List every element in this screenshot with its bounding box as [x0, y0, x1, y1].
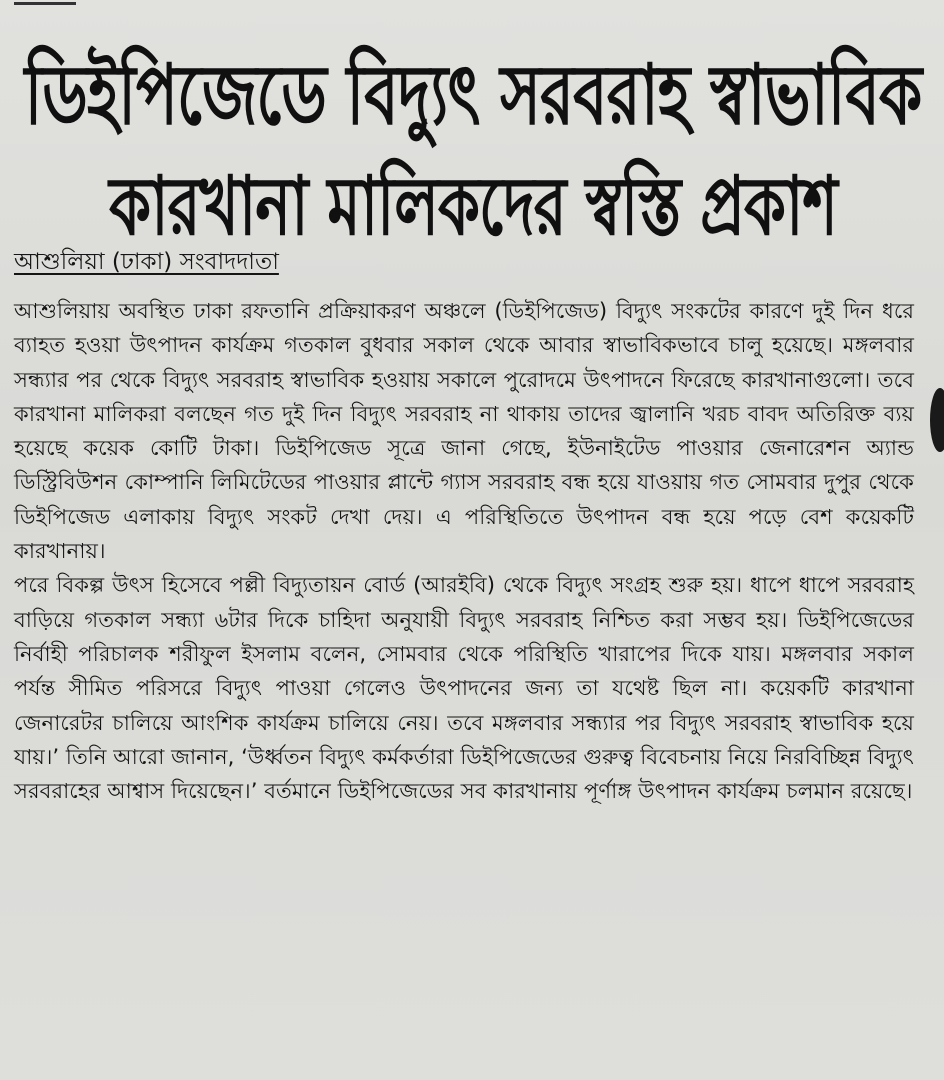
byline: আশুলিয়া (ঢাকা) সংবাদদাতা — [14, 249, 279, 275]
article-paragraph-1: আশুলিয়ায় অবস্থিত ঢাকা রফতানি প্রক্রিয়াকরণ অঞ্চলে (ডিইপিজেড) বিদ্যুৎ সংকটের কারণে দুই দিন ধরে ব্যাহত হওয়া উৎপাদন কার্যক্রম গতকাল বুধবার সকাল থেকে আবার স্বাভাবিকভাবে চালু হয়েছে। মঙ্গলবার সন্ধ্যার পর থেকে বিদ্যুৎ সরবরাহ স্বাভাবিক হওয়ায় সকালে পুরোদমে উৎপাদনে ফিরেছে কারখানাগুলো। তবে কারখানা মালিকরা বলছেন গত দুই দিন বিদ্যুৎ সরবরাহ না থাকায় তাদের জ্বালানি খরচ বাবদ অতিরিক্ত ব্যয় হয়েছে কয়েক কোটি টাকা। ডিইপিজেড সূত্রে জানা গেছে, ইউনাইটেড পাওয়ার জেনারেশন অ্যান্ড ডিস্ট্রিবিউশন কোম্পানি লিমিটেডের পাওয়ার প্লান্টে গ্যাস সরবরাহ বন্ধ হয়ে যাওয়ায় গত সোমবার দুপুর থেকে ডিইপিজেড এলাকায় বিদ্যুৎ সংকট দেখা দেয়। এ পরিস্থিতিতে উৎপাদন বন্ধ হয়ে পড়ে বেশ কয়েকটি কারখানায়। — [14, 298, 914, 564]
headline — [18, 39, 928, 263]
article-body — [14, 294, 914, 808]
headline-line-2: কারখানা মালিকদের স্বস্তি প্রকাশ — [109, 160, 837, 255]
top-rule — [14, 2, 76, 5]
article-paragraph-2: পরে বিকল্প উৎস হিসেবে পল্লী বিদ্যুতায়ন বোর্ড (আরইবি) থেকে বিদ্যুৎ সংগ্রহ শুরু হয়। ধাপে ধাপে সরবরাহ বাড়িয়ে গতকাল সন্ধ্যা ৬টার দিকে চাহিদা অনুযায়ী বিদ্যুৎ সরবরাহ নিশ্চিত করা সম্ভব হয়। ডিইপিজেডের নির্বাহী পরিচালক শরীফুল ইসলাম বলেন, সোমবার থেকে পরিস্থিতি খারাপের দিকে যায়। মঙ্গলবার সকাল পর্যন্ত সীমিত পরিসরে বিদ্যুৎ পাওয়া গেলেও উৎপাদনের জন্য তা যথেষ্ট ছিল না। কয়েকটি কারখানা জেনারেটর চালিয়ে আংশিক কার্যক্রম চালিয়ে নেয়। তবে মঙ্গলবার সন্ধ্যার পর বিদ্যুৎ সরবরাহ স্বাভাবিক হয়ে যায়।’ তিনি আরো জানান, ‘উর্ধ্বতন বিদ্যুৎ কর্মকর্তারা ডিইপিজেডের গুরুত্ব বিবেচনায় নিয়ে নিরবিচ্ছিন্ন বিদ্যুৎ সরবরাহের আশ্বাস দিয়েছেন।’ বর্তমানে ডিইপিজেডের সব কারখানায় পূর্ণাঙ্গ উৎপাদন কার্যক্রম চলমান রয়েছে। — [14, 572, 914, 804]
headline-line-1: ডিইপিজেডে বিদ্যুৎ সরবরাহ স্বাভাবিক — [24, 45, 922, 145]
page-edge-mark — [930, 388, 944, 452]
